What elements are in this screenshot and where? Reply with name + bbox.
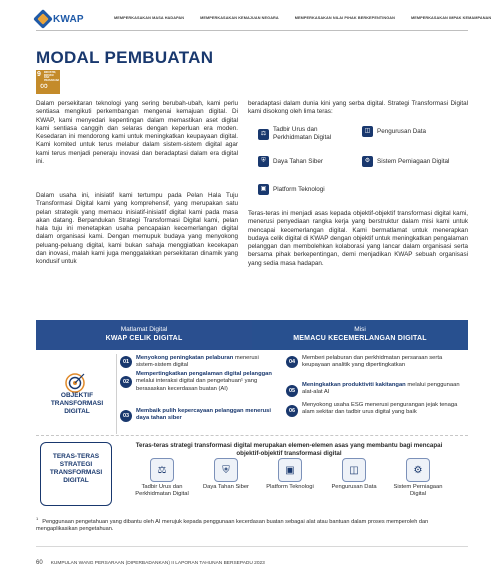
kwap-logo[interactable] [36, 12, 84, 26]
objectives-divider [116, 354, 117, 434]
objective-number-05: 05 [286, 385, 298, 397]
objective-number-06: 06 [286, 405, 298, 417]
goal-value: KWAP CELIK DIGITAL [105, 335, 183, 342]
cyber-shield-icon [214, 458, 238, 482]
objective-04 [302, 355, 462, 370]
cyber-shield-icon: ⛨ [258, 156, 269, 167]
governance-icon [150, 458, 174, 482]
pillar-label: Tadbir Urus dan Perkhidmatan Digital [273, 126, 332, 141]
objective-bold: Meningkatkan produktiviti kakitangan [302, 382, 406, 388]
governance-icon: ⚖ [258, 129, 269, 140]
right-paragraph-2: Teras-teras ini menjadi asas kepada objektif-objektif transformasi digital kami, menerusi penyediaan rangka kerja yang berstruktur dalam misi kami untuk mencapai kecemerlangan digital. Kami bermatlamat untuk menerapkan budaya celik digital di KWAP dengan objektif untuk meningkatkan pengalaman pelanggan dan membolehkan kolaborasi yang lancar dalam organisasi serta bersama pihak berkepentingan, demi menjadikan KWAP sebuah organisasi yang sedia masa hadapan. [248, 210, 468, 267]
top-navigation [114, 16, 491, 20]
left-paragraph-1: Dalam persekitaran teknologi yang sering berubah-ubah, kami perlu sentiasa mengikuti perkembangan mengenai kemajuan digital. Di KWAP, kami menyedari kepentingan dalam memastikan aset digital kami sentiasa canggih dan selaras dengan keperluan era moden. Kesedaran ini mendorong kami untuk meningkatkan keupayaan digital. Kami komited untuk terus melabur dalam sistem-sistem digital agar kami terus menjadi peneraju inovasi dan beradaptasi dalam era digital ini. [36, 100, 238, 166]
teras-label: Tadbir Urus dan Perkhidmatan Digital [135, 484, 189, 497]
objective-bold: Mempertingkatkan pengalaman digital pelanggan [136, 371, 272, 377]
objective-rest: menerusi sistem-sistem digital [136, 355, 259, 369]
objective-bold: Membaik pulih kepercayaan pelanggan menerusi daya tahan siber [136, 408, 271, 422]
footnote-text: Penggunaan pengetahuan yang dibantu oleh AI merujuk kepada penggunaan kecerdasan buatan sebagai alat atau bantuan dalam proses memperoleh dan mengaplikasikan pengetahuan. [36, 518, 429, 532]
teras-item-data [326, 458, 382, 491]
sdg-9-badge [36, 70, 60, 94]
page-title: MODAL PEMBUATAN [36, 48, 214, 67]
footer-text: KUMPULAN WANG PERSARAAN (DIPERBADANKAN) II LAPORAN TAHUNAN BERSEPADU 2023 [50, 560, 265, 566]
platform-icon [278, 458, 302, 482]
top-bar [36, 8, 491, 32]
objective-03 [136, 408, 274, 423]
teras-label: Sistem Perniagaan Digital [393, 484, 443, 497]
target-icon [64, 372, 86, 394]
sdg-infinity-icon: ∞ [40, 80, 48, 92]
pillar-platform [258, 184, 350, 195]
mission [252, 320, 468, 350]
teras-item-business-system [390, 458, 446, 498]
nav-item-impak-kemampanan[interactable]: MEMPERKASAKAN IMPAK KEMAMPANAN [410, 16, 491, 20]
business-system-icon: ⚙ [362, 156, 373, 167]
teras-label: Platform Teknologi [266, 484, 314, 490]
nav-item-kemajuan-negara[interactable]: MEMPERKASAKAN KEMAJUAN NEGARA [200, 16, 279, 20]
left-paragraph-2: Dalam usaha ini, inisiatif kami tertumpu pada Pelan Hala Tuju Transformasi Digital kami yang komprehensif, yang merupakan satu pelan strategik yang memacu inisiatif-inisiatif digital kami pada masa akan datang. Berpandukan Strategi Transformasi Digital kami, pelan hala tuju ini menetapkan usaha pencapaian kecemerlangan digital dalam organisasi kami. Dengan memupuk budaya yang menyokong peluang-peluang digital, kami bukan sahaja menggiatkan kecekapan dan inovasi, malah kami juga menggalakkan persekitaran dinamik yang kondusif untuk [36, 192, 238, 266]
objectives-section [36, 350, 468, 436]
objective-rest: melalui interaksi digital dan pengetahuan¹ yang berasaskan kecerdasan buatan (AI) [136, 378, 258, 392]
objective-05 [302, 382, 462, 397]
pillar-label: Daya Tahan Siber [273, 157, 323, 165]
data-icon [342, 458, 366, 482]
logo-text: KWAP [53, 13, 84, 25]
icon-glyph: ▣ [285, 465, 295, 476]
goal-label: Matlamat Digital [120, 326, 168, 333]
strategy-pillars-label: TERAS-TERAS STRATEGI TRANSFORMASI DIGITAL [40, 442, 112, 506]
icon-glyph: ◫ [349, 465, 359, 476]
digital-goal [36, 320, 252, 350]
business-system-icon [406, 458, 430, 482]
strategy-pillars-heading: Teras-teras strategi transformasi digital merupakan elemen-elemen asas yang membantu bagi mencapai objektif-objektif transformasi digital [135, 442, 443, 457]
objective-06 [302, 402, 462, 417]
sdg-text: INDUSTRI, INOVASI DAN PRASARANA [44, 71, 60, 82]
mission-value: MEMACU KECEMERLANGAN DIGITAL [293, 335, 427, 342]
nav-item-masa-hadapan[interactable]: MEMPERKASAKAN MASA HADAPAN [114, 16, 185, 20]
icon-glyph: ⚙ [413, 465, 423, 476]
mission-label: Misi [354, 326, 366, 333]
teras-item-platform [262, 458, 318, 491]
objective-bold: Menyokong peningkatan pelaburan [136, 355, 234, 361]
teras-label: Daya Tahan Siber [203, 484, 249, 490]
pillar-business-system [362, 156, 462, 167]
teras-label: Pengurusan Data [331, 484, 377, 490]
right-paragraph-1: beradaptasi dalam dunia kini yang serba digital. Strategi Transformasi Digital kami disokong oleh lima teras: [248, 100, 468, 116]
strategy-pillars-section [36, 436, 468, 512]
objective-rest: Menyokong usaha ESG menerusi pengurangan jejak tenaga alam sekitar dan tadbir urus digital yang baik [302, 402, 458, 416]
footnote [36, 515, 468, 533]
pillar-label: Sistem Perniagaan Digital [377, 157, 450, 165]
page-number: 60 [36, 560, 43, 566]
objective-number-01: 01 [120, 356, 132, 368]
objective-01 [136, 355, 274, 370]
icon-glyph: ⛨ [222, 465, 230, 476]
objective-rest: melalui penggunaan alat-alat AI [302, 382, 460, 396]
pillar-label: Pengurusan Data [377, 127, 427, 135]
objectives-label: OBJEKTIF TRANSFORMASI DIGITAL [50, 392, 104, 415]
header-divider [36, 30, 468, 31]
page-footer [36, 560, 265, 566]
pillar-governance [258, 126, 350, 142]
teras-item-governance [134, 458, 190, 498]
teras-item-cyber [198, 458, 254, 491]
objective-number-04: 04 [286, 356, 298, 368]
objective-rest: Memberi pelaburan dan perkhidmatan persaraan serta keupayaan analitik yang dipertingkatkan [302, 355, 443, 369]
digital-goal-banner [36, 320, 468, 350]
pillar-data [362, 126, 462, 137]
platform-icon: ▣ [258, 184, 269, 195]
objective-02 [136, 371, 274, 393]
kwap-logo-icon [33, 9, 53, 29]
footer-divider [36, 546, 468, 547]
nav-item-nilai-pihak[interactable]: MEMPERKASAKAN NILAI PIHAK BERKEPENTINGAN [294, 16, 395, 20]
sdg-number: 9 [37, 71, 41, 78]
objective-number-02: 02 [120, 376, 132, 388]
pillar-cyber [258, 156, 350, 167]
footnote-marker: 1 [36, 516, 39, 521]
objective-number-03: 03 [120, 410, 132, 422]
pillar-label: Platform Teknologi [273, 185, 325, 193]
icon-glyph: ⚖ [157, 465, 167, 476]
data-icon: ◫ [362, 126, 373, 137]
